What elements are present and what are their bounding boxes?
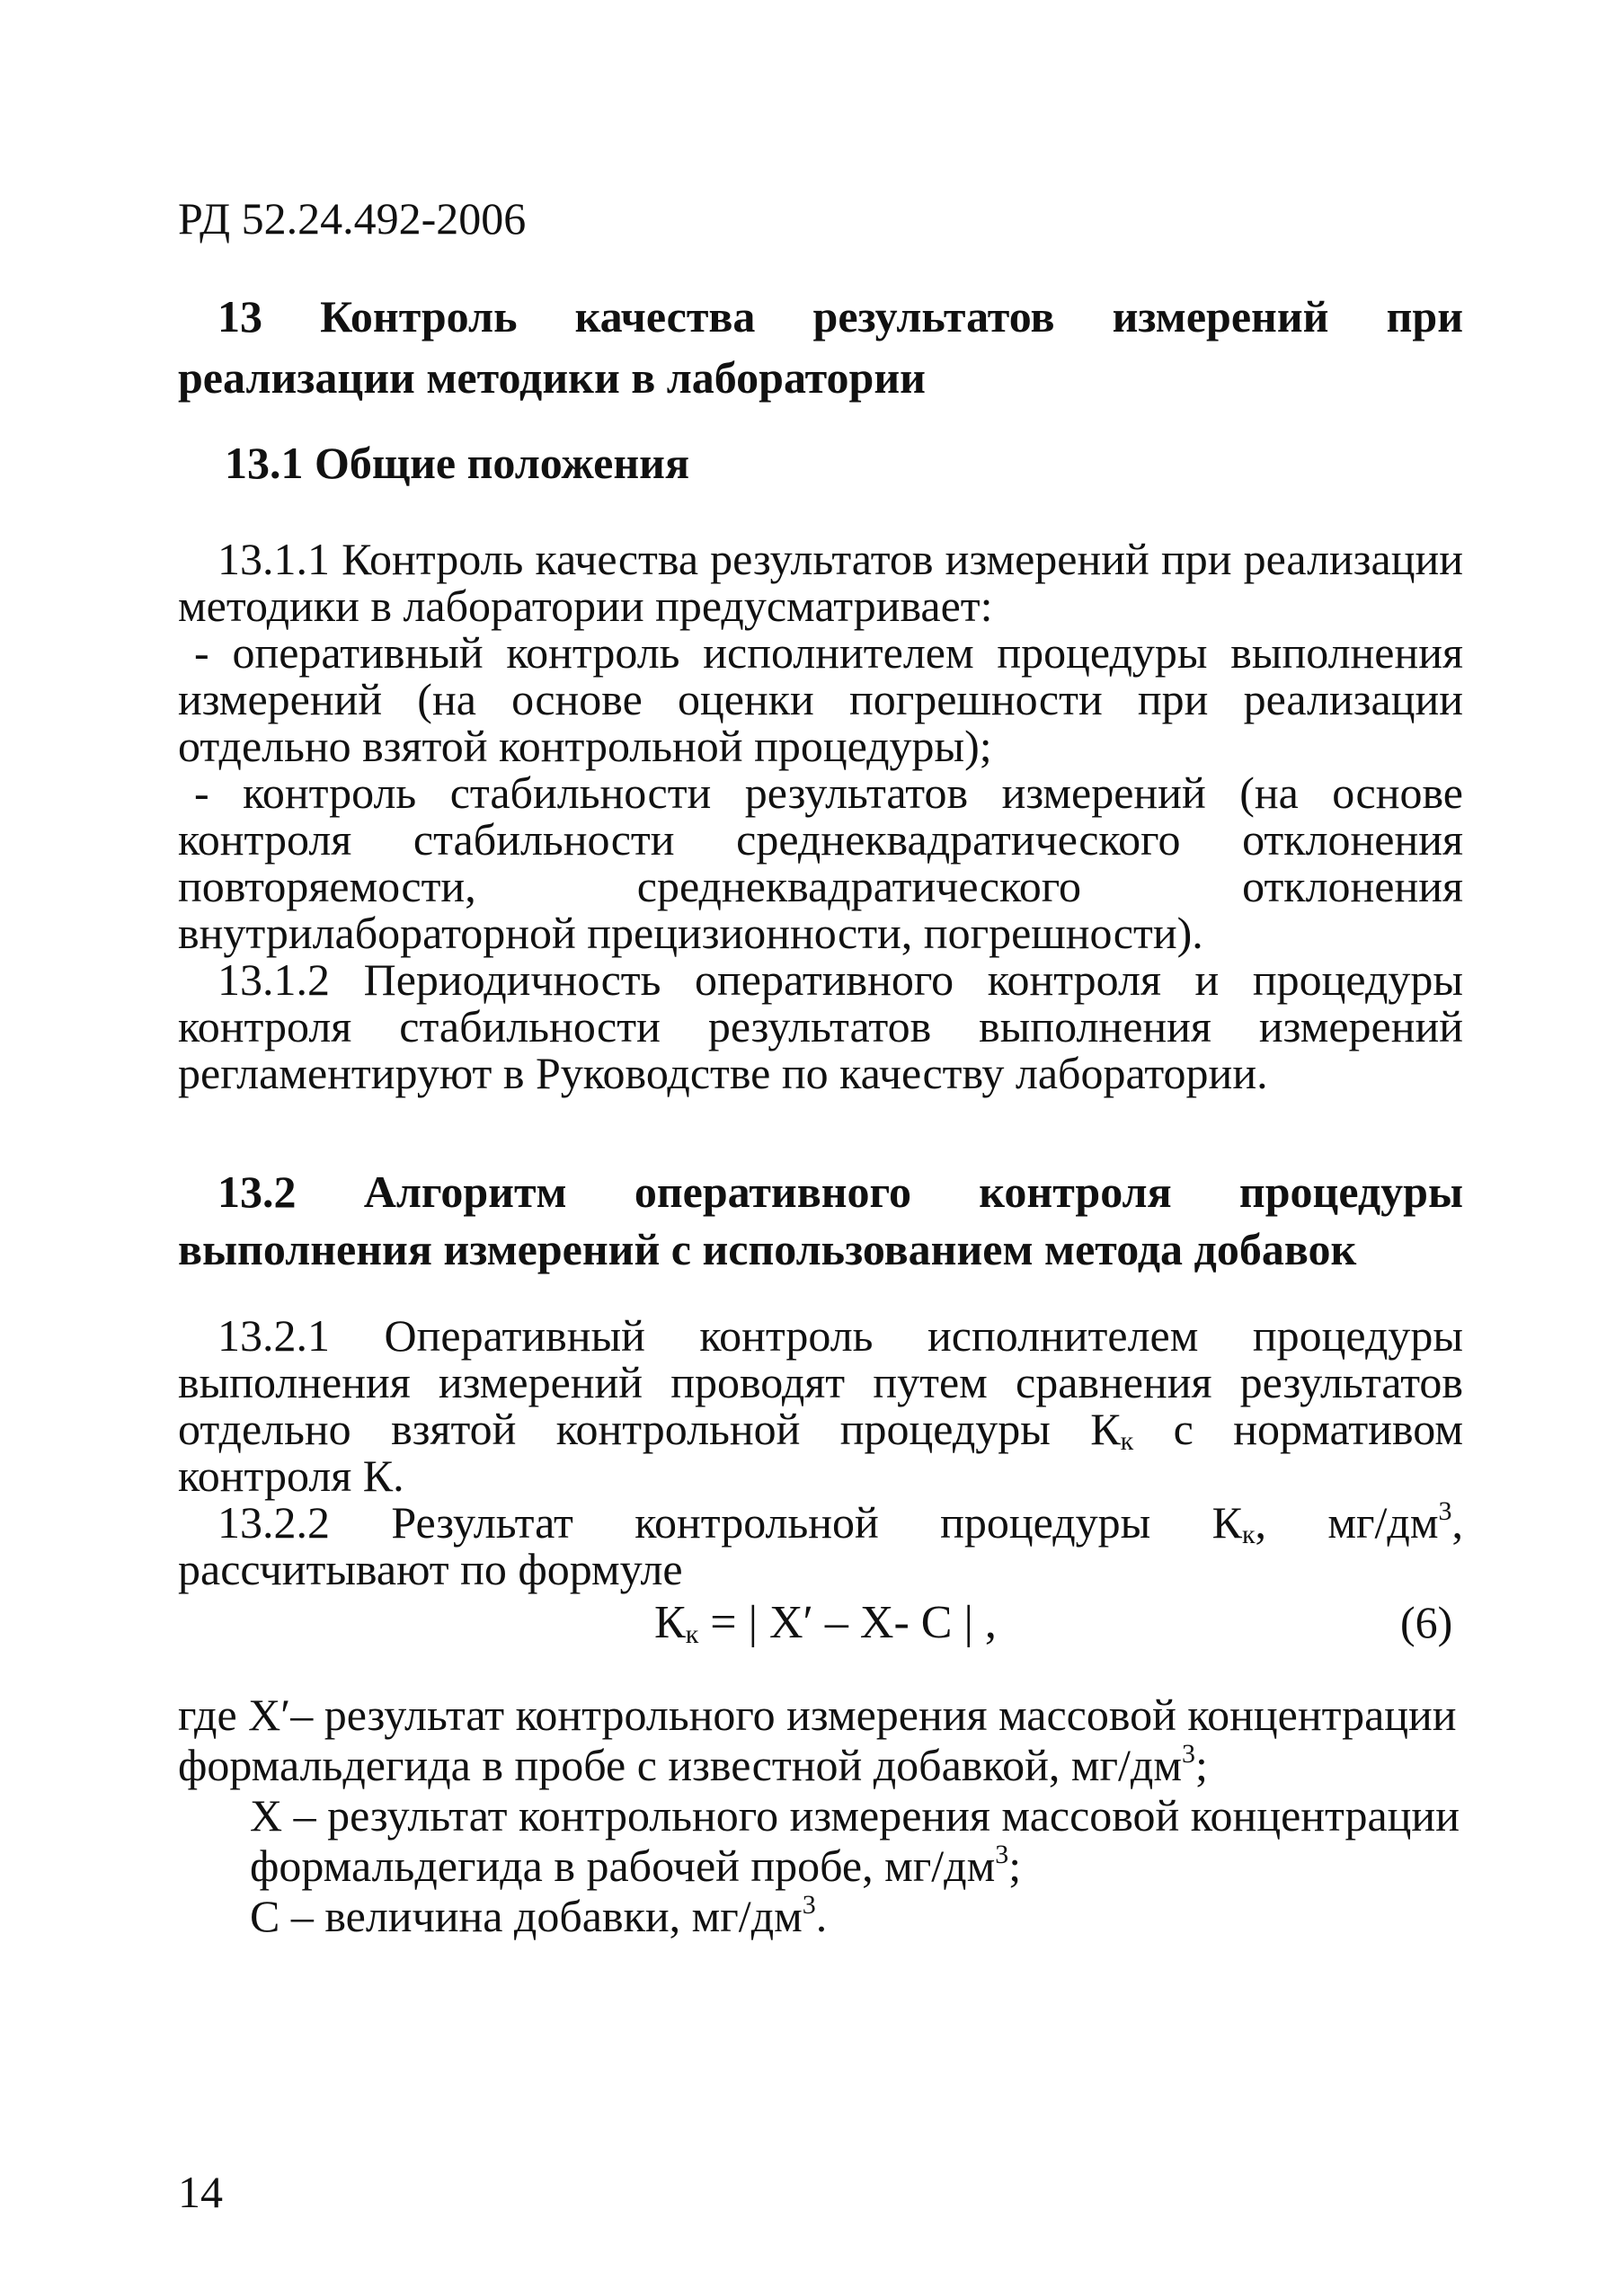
list-item-stability-control: - контроль стабильности результатов измерений (на основе контроля стабильности среднеквадратического отклонения повторяемости, среднеквадратического отклонения внутрилабораторной прецизионности, погрешности).: [178, 767, 1463, 958]
legend-x-prime: где X′– результат контрольного измерения массовой концентрации формальдегида в пробе с известной добавкой, $мг/дм^3$;: [178, 1690, 1457, 1790]
formula-legend: [178, 1690, 1463, 1941]
section-13-1-heading: 13.1 Общие положения: [225, 438, 690, 488]
section-13-2-body: [178, 1312, 1463, 1592]
document-code: РД 52.24.492-2006: [178, 193, 527, 244]
page-number: 14: [178, 2167, 223, 2217]
legend-x: X – результат контрольного измерения массовой концентрации формальдегида в рабочей пробе, $мг/дм^3$;: [250, 1790, 1460, 1891]
section-13-1-body: [178, 536, 1463, 1096]
paragraph-13-2-2: 13.2.2 Результат контрольной процедуры $К_к$, $мг/дм^3$, рассчитывают по формуле: [178, 1496, 1464, 1594]
section-13-2-heading: 13.2 Алгоритм оперативного контроля процедуры выполнения измерений с использованием метода добавок: [178, 1167, 1463, 1274]
list-item-operational-control: - оперативный контроль исполнителем процедуры выполнения измерений (на основе оценки погрешности при реализации отдельно взятой контрольной процедуры);: [178, 627, 1463, 771]
paragraph-13-2-1: 13.2.1 Оперативный контроль исполнителем процедуры выполнения измерений проводят путем сравнения результатов отдельно взятой контрольной процедуры $К_к$ с нормативом контроля К.: [178, 1310, 1463, 1501]
formula-6: $К_к$ = | X′ – X- C | ,: [654, 1597, 997, 1649]
section-13-heading: 13 Контроль качества результатов измерений при реализации методики в лаборатории: [178, 291, 1463, 403]
legend-c: С – величина добавки, $мг/дм^3$.: [250, 1890, 828, 1941]
formula-number: (6): [1400, 1597, 1453, 1647]
paragraph-13-1-1: 13.1.1 Контроль качества результатов измерений при реализации методики в лаборатории предусматривает:: [178, 534, 1463, 631]
paragraph-13-1-2: 13.1.2 Периодичность оперативного контроля и процедуры контроля стабильности результатов выполнения измерений регламентируют в Руководстве по качеству лаборатории.: [178, 954, 1463, 1098]
